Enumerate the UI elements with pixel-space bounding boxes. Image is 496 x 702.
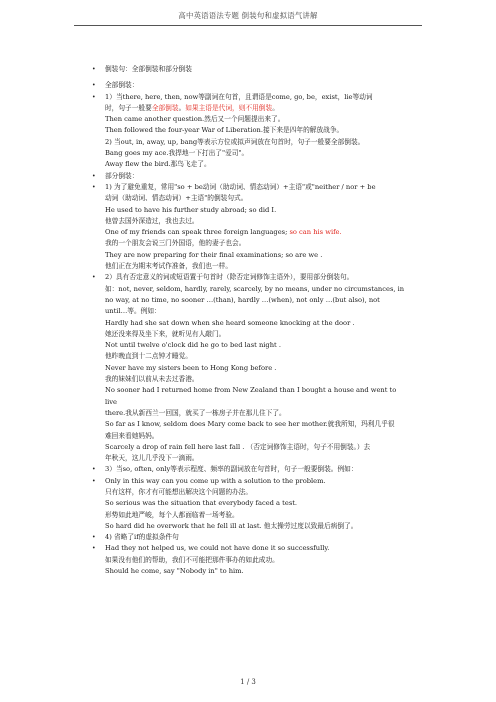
- bullet-icon: •: [92, 183, 96, 191]
- line-text: 年秋天，这儿几乎没下一滴雨。: [105, 454, 199, 463]
- line-text: 。: [272, 103, 279, 112]
- text-line: [92, 453, 410, 464]
- bullet-icon: •: [92, 545, 96, 553]
- text-line: [92, 566, 410, 577]
- text-line: [92, 442, 410, 453]
- text-line: [92, 555, 410, 566]
- text-line: [92, 137, 410, 148]
- line-text: 他曾去国外深造过，我也去过。: [105, 216, 199, 225]
- bullet-icon: •: [92, 66, 96, 73]
- bullet-line: [92, 272, 410, 283]
- header-divider: [74, 25, 422, 26]
- highlighted-text: so can his wife.: [289, 228, 342, 237]
- line-text: 2）具有否定意义的词或短语置于句首时（除否定词修饰主语外），要用部分倒装句。: [105, 273, 354, 282]
- text-line: [92, 193, 410, 204]
- text-line: [92, 125, 410, 136]
- line-text: Away flew the bird.那鸟飞走了。: [105, 160, 211, 169]
- text-line: [92, 487, 410, 498]
- line-text: 她还没来得及坐下来，就听见有人敲门。: [105, 329, 226, 338]
- line-text: 形势如此地严峻，每个人都面临着一场考验。: [105, 510, 239, 519]
- line-text: there.我从新西兰一回国，就买了一栋房子并在那儿住下了。: [105, 408, 286, 417]
- text-line: [92, 148, 410, 159]
- bullet-icon: •: [92, 477, 96, 485]
- bullet-line: [92, 476, 410, 487]
- text-line: [92, 510, 410, 521]
- line-text: Never have my sisters been to Hong Kong before .: [105, 363, 277, 372]
- text-line: [92, 329, 410, 340]
- line-text: 动词（助动词、情态动词）+主语"的倒装句式。: [105, 194, 248, 203]
- text-line: [92, 385, 410, 408]
- bullet-line: [92, 532, 410, 543]
- text-line: [92, 340, 410, 351]
- text-line: [92, 238, 410, 249]
- line-text: No sooner had I returned home from New Zealand than I bought a house and went to live: [105, 386, 397, 406]
- line-text: 如：not, never, seldom, hardly, rarely, scarcely, by no means, under no circumstances, in: [105, 284, 405, 293]
- page-header-title: 高中英语语法专题 倒装句和虚拟语气讲解: [178, 11, 318, 20]
- text-line: [92, 103, 410, 114]
- text-line: [92, 419, 410, 430]
- text-line: [92, 408, 410, 419]
- line-text: 他昨晚直到十二点钟才睡觉。: [105, 352, 192, 361]
- line-text: 倒装句：全部倒装和部分倒装: [105, 65, 192, 73]
- bullet-icon: •: [92, 82, 96, 90]
- line-text: Scarcely a drop of rain fell here last fall . （否定词修饰主语时，句子不用倒装。）去: [105, 442, 371, 451]
- line-text: until…等。例如：: [105, 307, 161, 316]
- line-text: 我的一个朋友会说三门外国语，他的妻子也会。: [105, 239, 246, 248]
- text-line: [92, 216, 410, 227]
- highlighted-text: 如果主语是代词，则不用倒装: [185, 103, 273, 112]
- bullet-icon: •: [92, 534, 96, 542]
- bullet-line: [92, 464, 410, 475]
- line-text: Not until twelve o'clock did he go to bed last night .: [105, 341, 281, 350]
- line-text: So serious was the situation that everybody faced a test.: [105, 499, 298, 508]
- line-text: So far as I know, seldom does Mary come back to see her mother.就我所知，玛利几乎很: [105, 420, 395, 429]
- line-text: Then followed the four-year War of Liberation.接下来是四年的解放战争。: [105, 126, 344, 135]
- line-text: Had they not helped us, we could not have done it so successfully.: [105, 544, 330, 553]
- text-line: [92, 306, 410, 317]
- text-line: [92, 284, 410, 295]
- bullet-line: [92, 64, 410, 75]
- document-body: [92, 64, 410, 577]
- line-text: So hard did he overwork that he fell ill at last. 他太操劳过度以致最后病倒了。: [105, 521, 358, 530]
- line-text: Hardly had she sat down when she heard someone knocking at the door .: [105, 318, 355, 327]
- text-line: [92, 227, 410, 238]
- line-text: Should he come, say "Nobody in" to him.: [105, 567, 244, 576]
- line-text: 我的妹妹们以前从未去过香港。: [105, 375, 199, 384]
- line-text: 4) 省略了if的虚拟条件句: [105, 533, 179, 542]
- text-line: [92, 374, 410, 385]
- line-text: 1) 为了避免重复，常用"so + be动词（助动词、情态动词）+主语"或"neither / nor + be: [105, 182, 376, 191]
- bullet-icon: •: [92, 466, 96, 474]
- line-text: 只有这样，你才有可能想出解决这个问题的办法。: [105, 487, 253, 496]
- page-number: 1 / 3: [240, 678, 256, 686]
- line-text: 2) 当out, in, away, up, bang等表示方位或拟声词放在句首时，句子一般要全部倒装。: [105, 137, 365, 146]
- bullet-icon: •: [92, 274, 96, 282]
- text-line: [92, 261, 410, 272]
- line-text: 全部倒装：: [105, 81, 139, 90]
- line-text: Bang goes my ace.我捍地一下打出了"爱司"。: [105, 149, 249, 158]
- bullet-icon: •: [92, 172, 96, 180]
- text-line: [92, 351, 410, 362]
- text-line: [92, 498, 410, 509]
- bullet-line: [92, 92, 410, 103]
- line-text: They are now preparing for their final examinations; so are we .: [105, 250, 323, 259]
- line-text: He used to have his further study abroad; so did I.: [105, 205, 277, 214]
- bullet-icon: •: [92, 93, 96, 101]
- text-line: [92, 205, 410, 216]
- line-text: One of my friends can speak three foreign languages;: [105, 228, 290, 237]
- line-text: 3）当so, often, only等表示程度、频率的副词放在句首时，句子一般要倒装。例如：: [105, 465, 358, 474]
- line-text: 如果没有他们的帮助，我们不可能把那件事办的如此成功。: [105, 555, 279, 564]
- text-line: [92, 159, 410, 170]
- line-text: no way, at no time, no sooner …(than), hardly …(when), not only …(but also), not: [105, 295, 380, 304]
- bullet-line: [92, 80, 410, 91]
- text-line: [92, 431, 410, 442]
- text-line: [92, 114, 410, 125]
- bullet-line: [92, 182, 410, 193]
- text-line: [92, 521, 410, 532]
- line-text: Then came another question.然后又一个问题提出来了。: [105, 115, 285, 124]
- highlighted-text: 全部倒装: [151, 103, 179, 112]
- line-text: 1）当there, here, then, now等副词在句首，且谓语是come, go, be，exist，lie等动词: [105, 92, 373, 101]
- text-line: [92, 318, 410, 329]
- line-text: 难回来看她妈妈。: [105, 431, 159, 440]
- text-line: [92, 363, 410, 374]
- line-text: 时，句子一般要: [105, 103, 152, 112]
- line-text: 部分倒装：: [105, 171, 139, 180]
- line-text: 他们正在为期末考试作准备，我们也一样。: [105, 262, 233, 271]
- bullet-line: [92, 543, 410, 554]
- text-line: [92, 295, 410, 306]
- text-line: [92, 250, 410, 261]
- bullet-line: [92, 171, 410, 182]
- line-text: Only in this way can you come up with a solution to the problem.: [105, 476, 326, 485]
- line-text: 。: [178, 103, 186, 112]
